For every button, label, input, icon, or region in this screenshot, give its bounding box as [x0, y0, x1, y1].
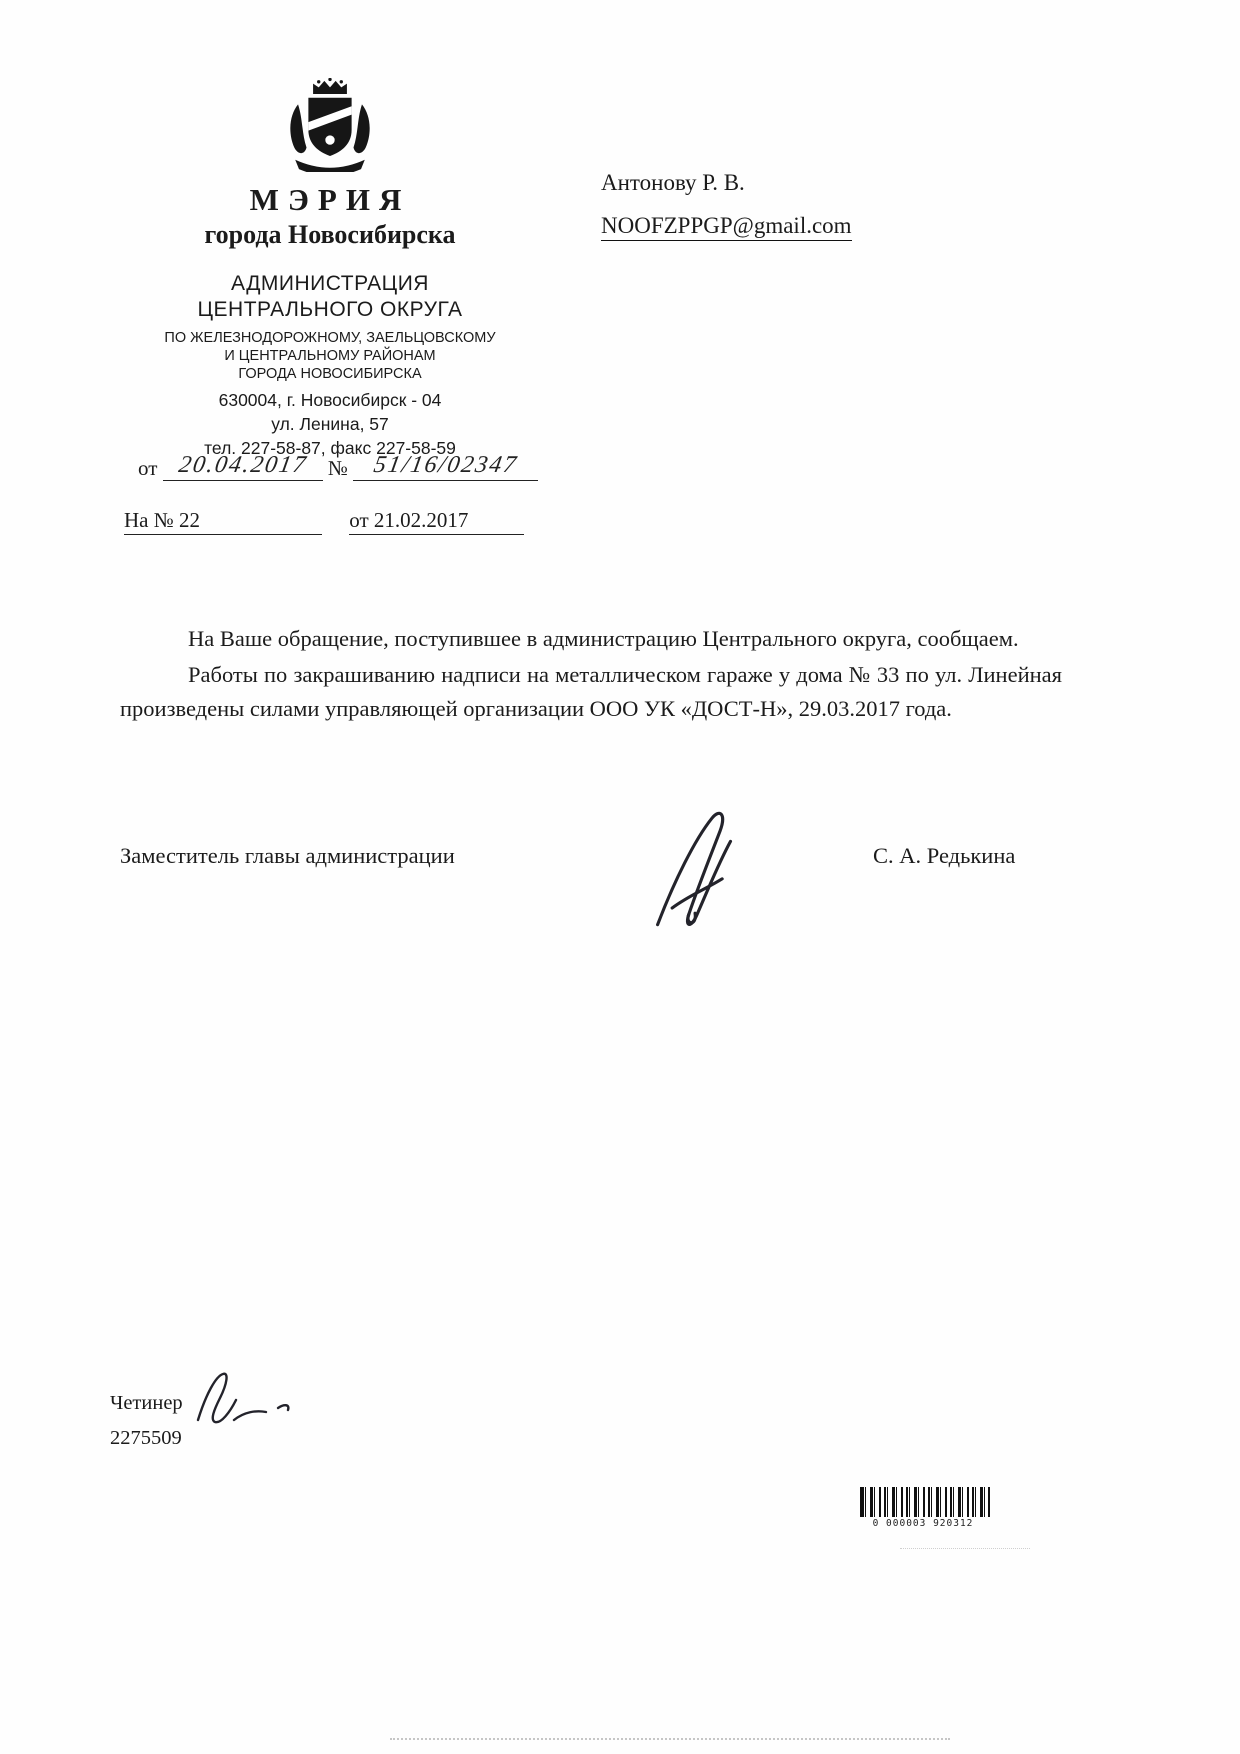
executor-block: [110, 1392, 183, 1450]
dept-line-2: ЦЕНТРАЛЬНОГО ОКРУГА: [197, 298, 463, 321]
barcode-block: [860, 1487, 986, 1529]
addressee-name: Антонову Р. В.: [601, 170, 745, 195]
scan-artifact-line: [900, 1548, 1030, 1549]
outgoing-reference-line: [138, 452, 538, 481]
body-paragraph-1: На Ваше обращение, поступившее в администрацию Центрального округа, сообщаем.: [188, 626, 1019, 651]
letter-body: [120, 622, 1062, 727]
phone-fax: тел. 227-58-87, факс 227-58-59: [204, 438, 456, 458]
number-label: №: [327, 456, 348, 480]
letterhead: [115, 78, 545, 459]
street-address: ул. Ленина, 57: [271, 414, 389, 434]
signer-title: Заместитель главы администрации: [120, 843, 455, 868]
scan-artifact-line: [390, 1738, 950, 1740]
dept-line-1: АДМИНИСТРАЦИЯ: [231, 272, 429, 295]
districts-line-1: ПО ЖЕЛЕЗНОДОРОЖНОМУ, ЗАЕЛЬЦОВСКОМУ: [164, 330, 496, 346]
postal-address: 630004, г. Новосибирск - 04: [218, 390, 442, 410]
executor-name: Четинер: [110, 1392, 183, 1414]
org-city: города Новосибирска: [204, 220, 456, 249]
signature-scribble: [638, 808, 773, 933]
executor-signature-scribble: [190, 1368, 300, 1440]
barcode-number: 0 000003 920312: [872, 1518, 974, 1529]
addressee-block: [601, 170, 852, 241]
city-emblem-icon: [282, 78, 378, 172]
org-name: МЭРИЯ: [249, 182, 411, 217]
signer-name: С. А. Редькина: [873, 843, 1016, 868]
incoming-date-field: от 21.02.2017: [349, 508, 524, 535]
addressee-email: NOOFZPPGP@gmail.com: [601, 213, 852, 241]
handwritten-number: 51/16/02347: [371, 452, 520, 478]
outgoing-date-field: [163, 452, 323, 481]
districts-line-2: И ЦЕНТРАЛЬНОМУ РАЙОНАМ: [224, 348, 436, 364]
from-label: от: [138, 456, 158, 480]
outgoing-number-field: [353, 452, 538, 481]
body-paragraph-2: Работы по закрашиванию надписи на металлическом гараже у дома № 33 по ул. Линейная произведены силами управляющей организации ООО УК «ДОСТ-Н», 29.03.2017 года.: [120, 661, 1062, 721]
handwritten-date: 20.04.2017: [176, 452, 310, 478]
incoming-reference-line: [124, 508, 524, 535]
barcode: [860, 1487, 990, 1517]
executor-phone: 2275509: [110, 1427, 182, 1449]
incoming-number-field: На № 22: [124, 508, 322, 535]
districts-line-3: ГОРОДА НОВОСИБИРСКА: [238, 366, 422, 382]
